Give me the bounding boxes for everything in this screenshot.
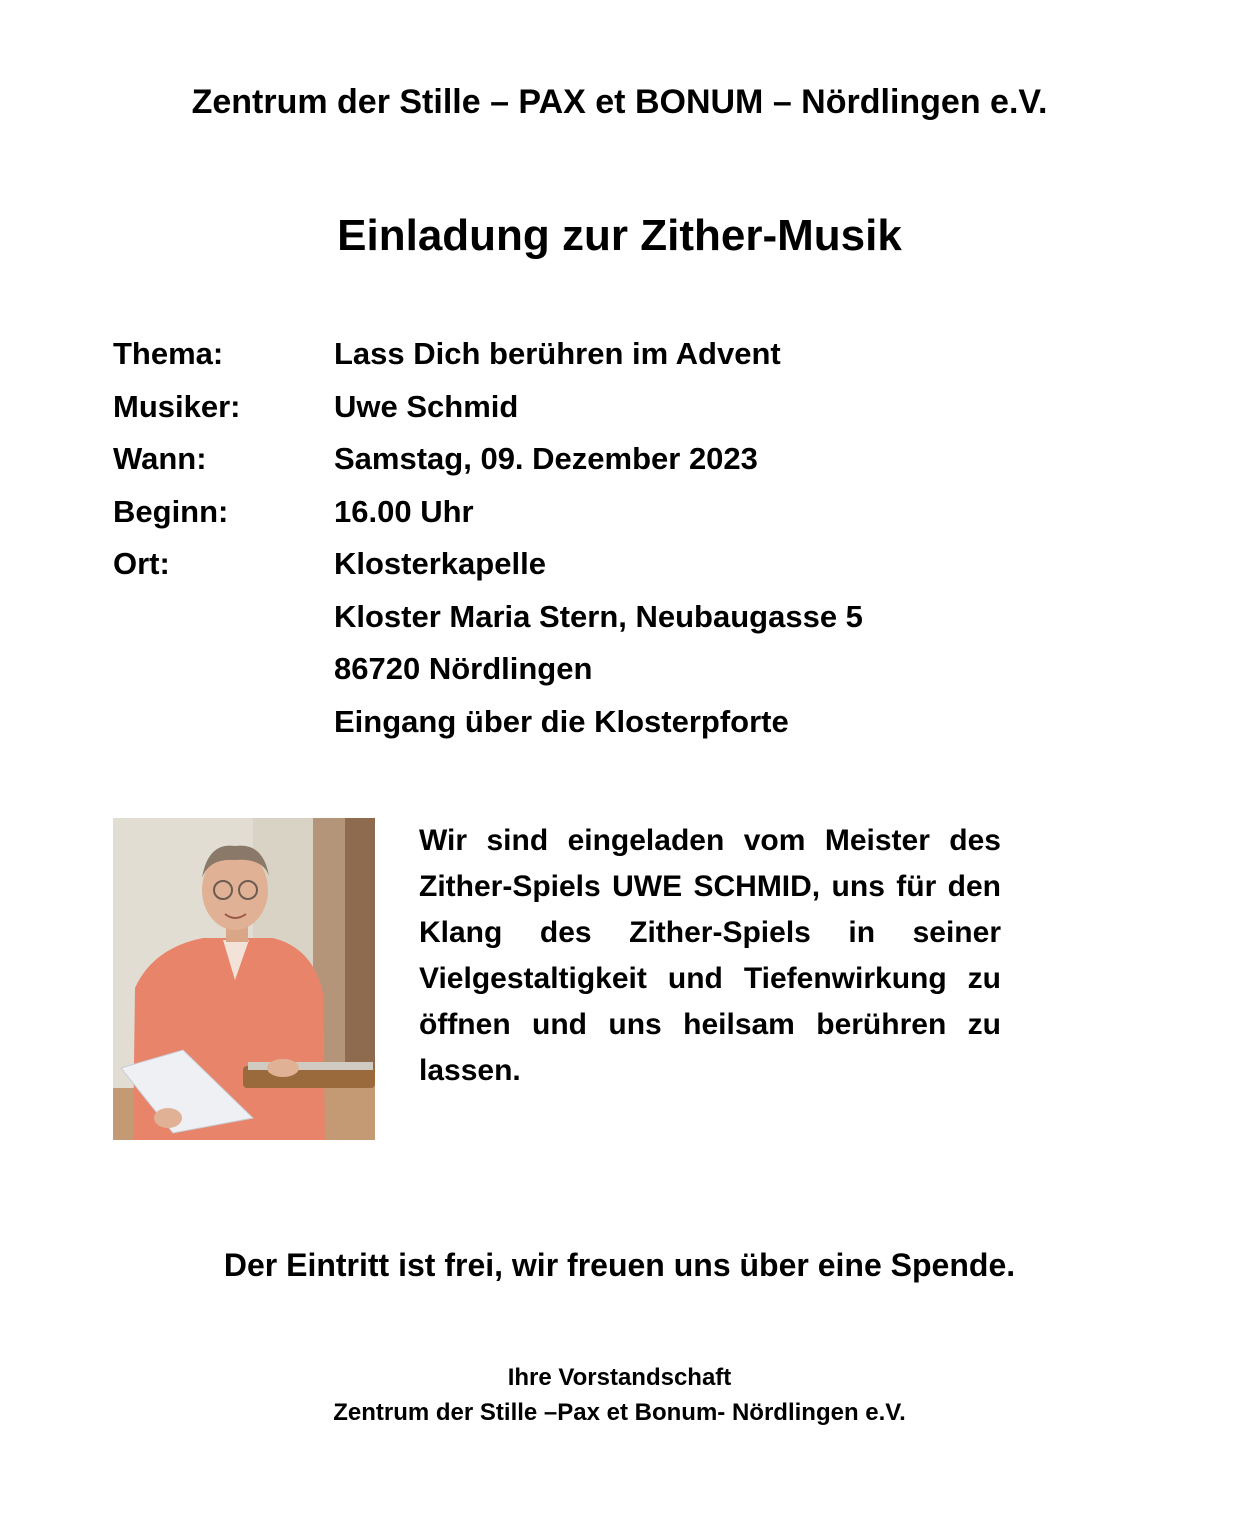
musician-photo — [113, 818, 375, 1140]
detail-value: Eingang über die Klosterpforte — [334, 703, 789, 739]
detail-value: Uwe Schmid — [334, 388, 519, 424]
detail-label: Musiker: — [113, 388, 241, 424]
detail-row-ort — [113, 538, 1113, 591]
detail-label: Beginn: — [113, 493, 229, 529]
detail-row-thema — [113, 328, 1113, 381]
signature-organization: Zentrum der Stille –Pax et Bonum- Nördlingen e.V. — [333, 1399, 906, 1426]
detail-value: 16.00 Uhr — [334, 493, 474, 529]
event-description: Wir sind eingeladen vom Meister des Zither-Spiels UWE SCHMID, uns für den Klang des Zither-Spiels in seiner Vielgestaltigkeit und Tiefenwirkung zu öffnen und uns heilsam berühren zu lassen. — [419, 824, 1001, 1087]
detail-value: Lass Dich berühren im Advent — [334, 336, 781, 372]
detail-value: Kloster Maria Stern, Neubaugasse 5 — [334, 598, 863, 634]
detail-value: 86720 Nördlingen — [334, 651, 593, 687]
detail-row-city — [113, 643, 1113, 696]
detail-label: Ort: — [113, 546, 170, 582]
event-details — [113, 328, 1113, 748]
detail-label: Thema: — [113, 336, 224, 372]
detail-row-entrance — [113, 696, 1113, 749]
detail-label: Wann: — [113, 441, 207, 477]
detail-row-address — [113, 591, 1113, 644]
detail-value: Klosterkapelle — [334, 546, 546, 582]
detail-row-wann — [113, 433, 1113, 486]
detail-row-beginn — [113, 486, 1113, 539]
page-title: Einladung zur Zither-Musik — [337, 211, 902, 260]
admission-note: Der Eintritt ist frei, wir freuen uns über eine Spende. — [223, 1247, 1016, 1283]
detail-value: Samstag, 09. Dezember 2023 — [334, 441, 758, 477]
detail-row-musiker — [113, 381, 1113, 434]
signature-role: Ihre Vorstandschaft — [507, 1364, 732, 1391]
organization-header: Zentrum der Stille – PAX et BONUM – Nördlingen e.V. — [191, 83, 1048, 121]
